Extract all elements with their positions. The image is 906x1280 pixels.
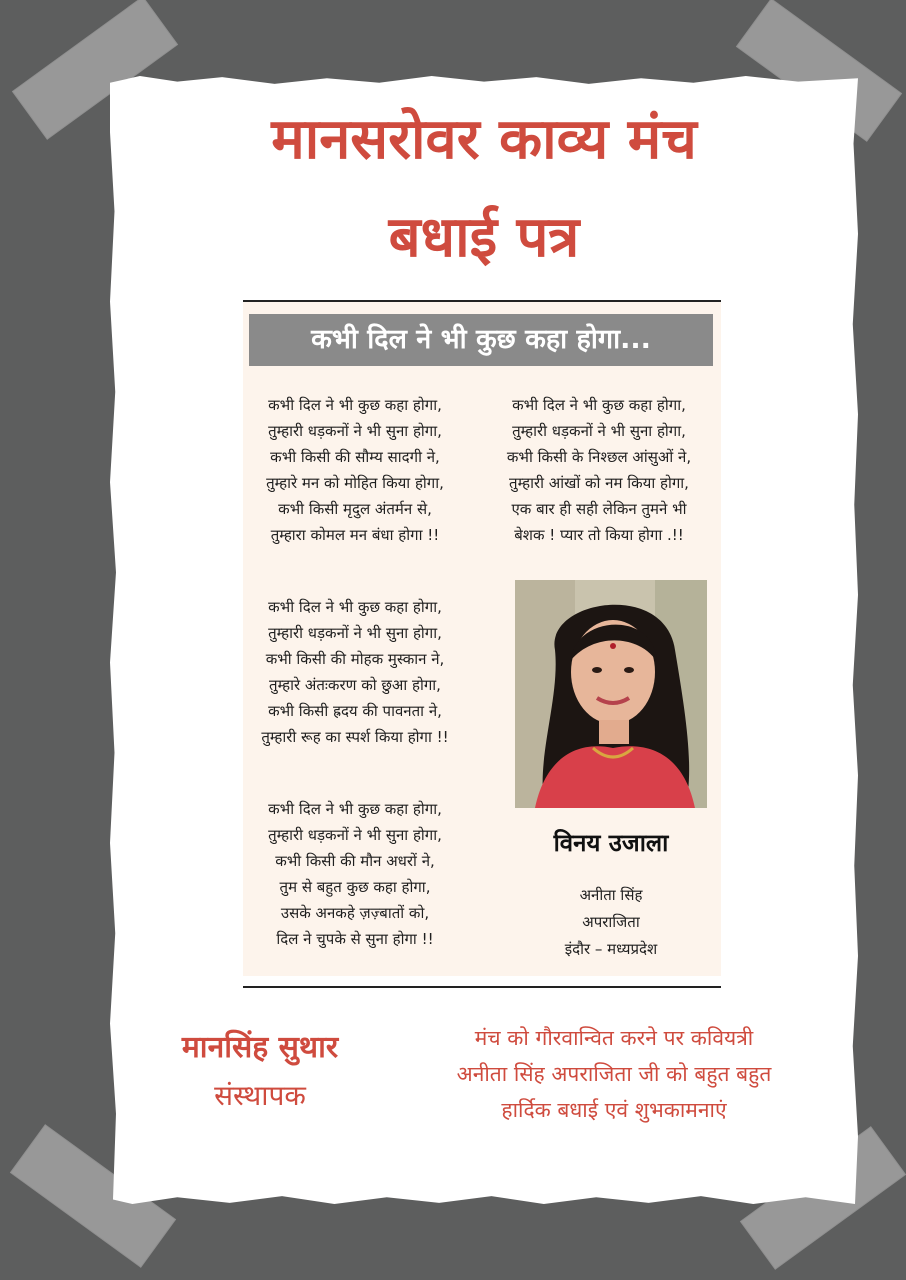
greeting-message (392, 1020, 836, 1128)
poem-line: तुम्हारी धड़कनों ने भी सुना होगा, (268, 624, 442, 642)
poem-line: कभी किसी की मौन अधरों ने, (275, 852, 435, 870)
poem-line: तुम्हारे अंतःकरण को छुआ होगा, (269, 676, 441, 694)
poem-headline: कभी दिल ने भी कुछ कहा होगा... (249, 314, 713, 366)
poem-line: कभी दिल ने भी कुछ कहा होगा, (512, 396, 686, 414)
poem-line: कभी किसी की सौम्य सादगी ने, (270, 448, 440, 466)
poem-line: तुम्हारी रूह का स्पर्श किया होगा !! (261, 728, 449, 746)
poem-line: कभी दिल ने भी कुछ कहा होगा, (268, 396, 442, 414)
poem-line: बेशक ! प्यार तो किया होगा .!! (514, 526, 684, 544)
poem-stanza-1 (245, 392, 465, 548)
poem-line: तुम से बहुत कुछ कहा होगा, (279, 878, 431, 896)
poem-stanza-3 (245, 796, 465, 952)
greeting-line: अनीता सिंह अपराजिता जी को बहुत बहुत (456, 1062, 772, 1086)
poem-line: कभी किसी के निश्छल आंसुओं ने, (506, 448, 692, 466)
page-title: मानसरोवर काव्य मंच (271, 107, 697, 172)
poem-line: तुम्हारी धड़कनों ने भी सुना होगा, (268, 422, 442, 440)
page-subtitle: बधाई पत्र (388, 205, 580, 270)
poem-line: तुम्हारी आंखों को नम किया होगा, (509, 474, 689, 492)
poem-line: तुम्हारी धड़कनों ने भी सुना होगा, (268, 826, 442, 844)
poem-line: तुम्हारी धड़कनों ने भी सुना होगा, (512, 422, 686, 440)
clipping-bottom-rule (243, 986, 721, 988)
founder-name: मानसिंह सुथार (181, 1030, 339, 1065)
poem-line: तुम्हारा कोमल मन बंधा होगा !! (270, 526, 440, 544)
poem-line: दिल ने चुपके से सुना होगा !! (276, 930, 434, 948)
author-name: अनीता सिंह (579, 886, 643, 904)
author-photo (515, 580, 707, 808)
poem-line: एक बार ही सही लेकिन तुमने भी (511, 500, 687, 518)
poem-line: कभी किसी ह्रदय की पावनता ने, (268, 702, 442, 720)
author-credit (505, 882, 717, 963)
poem-stanza-2 (245, 594, 465, 750)
newspaper-logo: विनय उजाला (553, 829, 669, 857)
poem-line: तुम्हारे मन को मोहित किया होगा, (266, 474, 444, 492)
newspaper-clipping (243, 300, 721, 976)
poem-line: उसके अनकहे ज़ज़्बातों को, (280, 904, 430, 922)
greeting-line: मंच को गौरवान्वित करने पर कवियत्री (474, 1026, 754, 1050)
poem-line: कभी किसी की मोहक मुस्कान ने, (265, 650, 445, 668)
poem-line: कभी दिल ने भी कुछ कहा होगा, (268, 598, 442, 616)
greeting-line: हार्दिक बधाई एवं शुभकामनाएं (501, 1098, 727, 1122)
poem-line: कभी दिल ने भी कुछ कहा होगा, (268, 800, 442, 818)
poem-line: कभी किसी मृदुल अंतर्मन से, (278, 500, 432, 518)
poem-stanza-4 (489, 392, 709, 548)
founder-role: संस्थापक (214, 1079, 306, 1112)
author-place: इंदौर – मध्यप्रदेश (564, 940, 658, 958)
author-penname: अपराजिता (582, 913, 640, 931)
